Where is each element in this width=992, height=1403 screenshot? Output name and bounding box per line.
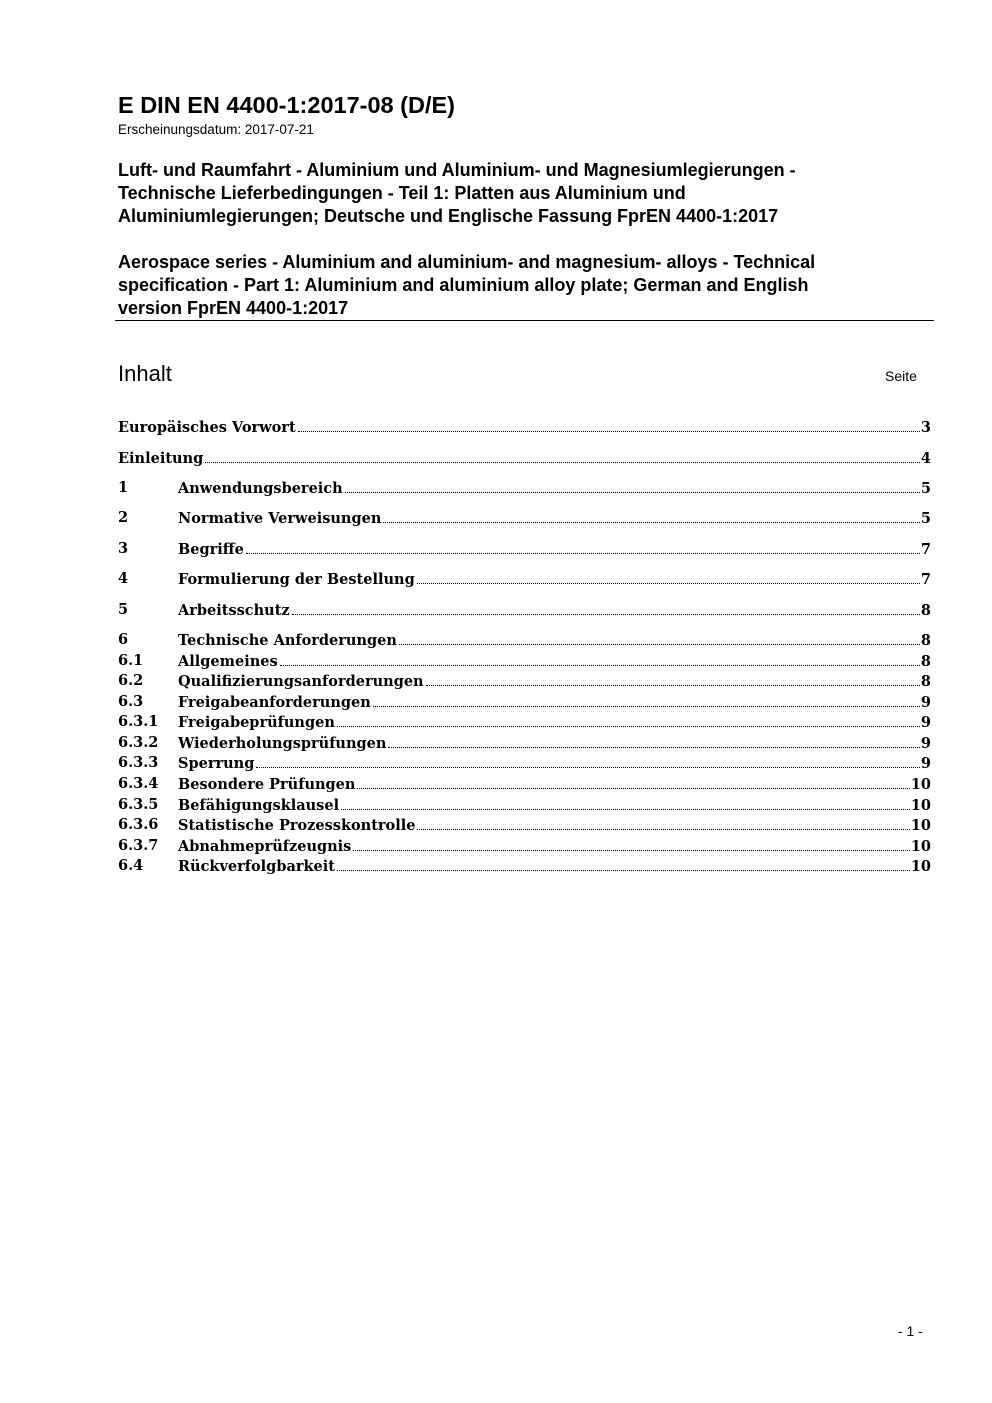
toc-entry[interactable] xyxy=(118,816,931,836)
toc-entry-page: 9 xyxy=(920,755,931,772)
toc-entry-number: 6.2 xyxy=(118,672,144,689)
toc-dot-leader xyxy=(388,734,919,748)
toc-entry-number: 6.3.3 xyxy=(118,754,159,771)
toc-entry-page: 10 xyxy=(910,858,931,875)
toc-entry[interactable] xyxy=(118,693,931,713)
toc-dot-leader xyxy=(280,652,920,666)
toc-entry-number: 6.1 xyxy=(118,652,144,669)
toc-dot-leader xyxy=(373,693,920,707)
toc-entry-number: 6.3.7 xyxy=(118,837,159,854)
toc-entry-page: 8 xyxy=(920,632,931,649)
toc-dot-leader xyxy=(357,775,909,789)
toc-entry[interactable] xyxy=(118,857,931,877)
toc-entry[interactable] xyxy=(118,601,931,621)
toc-entry-page: 5 xyxy=(920,510,931,527)
toc-entry-title: Anwendungsbereich xyxy=(178,480,343,497)
toc-heading: Inhalt xyxy=(118,361,172,386)
toc-entry-page: 9 xyxy=(920,714,931,731)
toc-entry-title: Abnahmeprüfzeugnis xyxy=(178,838,352,855)
toc-entry[interactable] xyxy=(118,540,931,560)
toc-dot-leader xyxy=(256,754,920,768)
german-title xyxy=(118,159,918,228)
toc-dot-leader xyxy=(383,509,920,523)
toc-entry[interactable] xyxy=(118,418,931,438)
toc-entry-number: 6.3.5 xyxy=(118,796,159,813)
english-title-line: specification - Part 1: Aluminium and aluminium alloy plate; German and English xyxy=(118,275,809,295)
toc-entry[interactable] xyxy=(118,796,931,816)
toc-entry-title: Qualifizierungsanforderungen xyxy=(178,673,424,690)
toc-entry[interactable] xyxy=(118,509,931,529)
document-title: E DIN EN 4400-1:2017-08 (D/E) xyxy=(118,92,455,118)
toc-dot-leader xyxy=(417,570,920,584)
toc-dot-leader xyxy=(426,672,920,686)
toc-entry-title: Technische Anforderungen xyxy=(178,632,397,649)
toc-entry-number: 6.3 xyxy=(118,693,144,710)
toc-entry-page: 7 xyxy=(920,541,931,558)
toc-entry-number: 6.3.6 xyxy=(118,816,159,833)
toc-entry-page: 8 xyxy=(920,653,931,670)
toc-entry-page: 7 xyxy=(920,571,931,588)
toc-dot-leader xyxy=(353,837,909,851)
toc-entry-page: 10 xyxy=(910,776,931,793)
toc-entry-title: Normative Verweisungen xyxy=(178,510,382,527)
toc-entry-number: 6.3.1 xyxy=(118,713,159,730)
toc-entry-title: Allgemeines xyxy=(178,653,278,670)
toc-dot-leader xyxy=(246,540,920,554)
toc-entry-title: Formulierung der Bestellung xyxy=(178,571,415,588)
toc-entry-title: Begriffe xyxy=(178,541,244,558)
toc-dot-leader xyxy=(292,601,920,615)
toc-entry-page: 3 xyxy=(920,419,931,436)
german-title-line: Luft- und Raumfahrt - Aluminium und Aluminium- und Magnesiumlegierungen - xyxy=(118,160,796,180)
toc-entry-number: 2 xyxy=(118,509,129,526)
toc-entry-number: 6.3.2 xyxy=(118,734,159,751)
toc-dot-leader xyxy=(341,796,910,810)
toc-entry-title: Einleitung xyxy=(118,450,204,467)
toc-dot-leader xyxy=(337,713,920,727)
toc-entry-number: 6.4 xyxy=(118,857,144,874)
english-title-line: version FprEN 4400-1:2017 xyxy=(118,298,349,318)
toc-entry[interactable] xyxy=(118,631,931,651)
toc-entry[interactable] xyxy=(118,837,931,857)
toc-entry-page: 9 xyxy=(920,735,931,752)
toc-page-column-heading: Seite xyxy=(885,368,917,384)
toc-entry-title: Besondere Prüfungen xyxy=(178,776,356,793)
toc-entry-page: 8 xyxy=(920,673,931,690)
toc-entry-number: 4 xyxy=(118,570,129,587)
toc-dot-leader xyxy=(345,479,920,493)
german-title-line: Aluminiumlegierungen; Deutsche und Englische Fassung FprEN 4400-1:2017 xyxy=(118,206,779,226)
toc-entry-page: 5 xyxy=(920,480,931,497)
toc-entry[interactable] xyxy=(118,449,931,469)
english-title-line: Aerospace series - Aluminium and aluminium- and magnesium- alloys - Technical xyxy=(118,252,816,272)
toc-entry-title: Sperrung xyxy=(178,755,255,772)
toc-entry-number: 3 xyxy=(118,540,129,557)
toc-entry-number: 6.3.4 xyxy=(118,775,159,792)
toc-dot-leader xyxy=(205,449,920,463)
toc-entry-number: 1 xyxy=(118,479,129,496)
toc-entry-page: 10 xyxy=(910,817,931,834)
toc-entry[interactable] xyxy=(118,672,931,692)
toc-entry[interactable] xyxy=(118,734,931,754)
german-title-line: Technische Lieferbedingungen - Teil 1: Platten aus Aluminium und xyxy=(118,183,686,203)
toc-entry[interactable] xyxy=(118,775,931,795)
toc-entry-title: Befähigungsklausel xyxy=(178,797,340,814)
toc-entry-page: 4 xyxy=(920,450,931,467)
toc-entry-number: 6 xyxy=(118,631,129,648)
toc-entry-title: Arbeitsschutz xyxy=(178,602,290,619)
toc-entry-title: Rückverfolgbarkeit xyxy=(178,858,335,875)
toc-entry[interactable] xyxy=(118,652,931,672)
toc-entry-page: 9 xyxy=(920,694,931,711)
toc-entry[interactable] xyxy=(118,570,931,590)
toc-entry[interactable] xyxy=(118,754,931,774)
english-title xyxy=(118,251,918,320)
publication-date: Erscheinungsdatum: 2017-07-21 xyxy=(118,122,314,137)
toc-entry-number: 5 xyxy=(118,601,129,618)
toc-dot-leader xyxy=(399,631,920,645)
toc-dot-leader xyxy=(337,857,910,871)
toc-entry[interactable] xyxy=(118,479,931,499)
header-divider xyxy=(115,320,934,321)
toc-dot-leader xyxy=(298,418,920,432)
toc-entry-page: 10 xyxy=(910,797,931,814)
toc-entry-title: Freigabeprüfungen xyxy=(178,714,335,731)
toc-entry-title: Europäisches Vorwort xyxy=(118,419,296,436)
toc-entry-title: Wiederholungsprüfungen xyxy=(178,735,387,752)
page-number: - 1 - xyxy=(898,1323,923,1339)
toc-entry-title: Freigabeanforderungen xyxy=(178,694,371,711)
toc-entry-page: 8 xyxy=(920,602,931,619)
toc-dot-leader xyxy=(417,816,909,830)
toc-entry-title: Statistische Prozesskontrolle xyxy=(178,817,416,834)
toc-entry[interactable] xyxy=(118,713,931,733)
toc-entry-page: 10 xyxy=(910,838,931,855)
